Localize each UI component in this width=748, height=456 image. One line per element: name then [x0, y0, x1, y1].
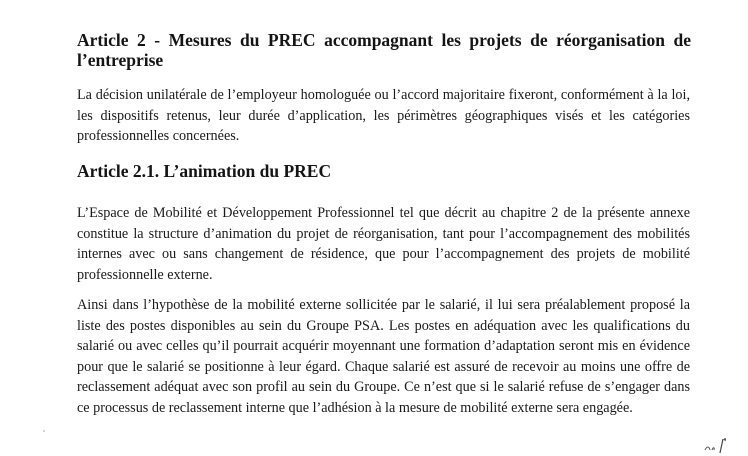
- article-2-1-paragraph-1: L’Espace de Mobilité et Développement Professionnel tel que décrit au chapitre 2 de la présente annexe constitue la structure d’animation du projet de réorganisation, tant pour l’accompagnement des mobilités internes avec ou sans changement de résidence, que pour l’accompagnement des projets de mobilité professionnelle externe.: [77, 205, 690, 283]
- article-2-heading: Article 2 - Mesures du PREC accompagnant les projets de réorganisation de l’entreprise: [77, 30, 691, 70]
- article-2-1-paragraph-2: Ainsi dans l’hypothèse de la mobilité externe sollicitée par le salarié, il lui sera préalablement proposé la liste des postes disponibles au sein du Groupe PSA. Les postes en adéquation avec les qualifications du salarié ou avec celles qu’il pourrait acquérir moyennant une formation d’adaptation seront mis en évidence pour que le salarié se positionne à leur égard. Chaque salarié est assuré de recevoir au moins une offre de reclassement adéquat avec son profil au sein du Groupe. Ce n’est que si le salarié refuse de s’engager dans ce processus de reclassement interne que l’adhésion à la mesure de mobilité externe sera engagée.: [77, 297, 690, 416]
- article-2-1-heading: Article 2.1. L’animation du PREC: [77, 161, 332, 181]
- scan-speck: [43, 430, 45, 432]
- handwritten-initials: [703, 436, 733, 454]
- article-2-paragraph: La décision unilatérale de l’employeur homologuée ou l’accord majoritaire fixeront, conformément à la loi, les dispositifs retenus, leur durée d’application, les périmètres géographiques visés et les catégories professionnelles concernées.: [77, 87, 690, 144]
